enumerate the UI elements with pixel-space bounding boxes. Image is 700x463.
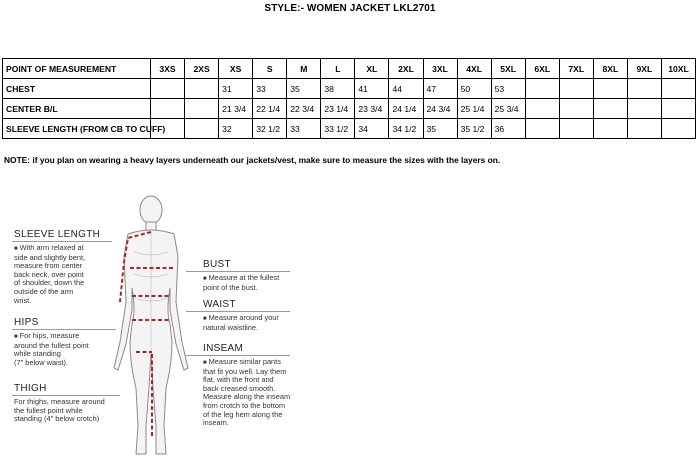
table-cell: 32 1/2 <box>253 119 287 139</box>
table-cell: 33 1/2 <box>321 119 355 139</box>
bust-desc: ■ Measure at the fullest point of the bust. <box>203 274 293 292</box>
table-cell: 41 <box>355 79 389 99</box>
table-cell <box>661 79 695 99</box>
size-col-header: M <box>287 59 321 79</box>
table-cell <box>185 99 219 119</box>
table-cell <box>627 99 661 119</box>
size-col-header: 2XS <box>185 59 219 79</box>
thigh-heading: THIGH <box>14 383 47 394</box>
table-cell: 23 3/4 <box>355 99 389 119</box>
table-row <box>3 119 696 139</box>
size-col-header: 10XL <box>661 59 695 79</box>
table-cell <box>661 119 695 139</box>
table-cell: 47 <box>423 79 457 99</box>
divider <box>12 395 120 396</box>
table-cell: 21 3/4 <box>219 99 253 119</box>
table-cell <box>151 79 185 99</box>
divider <box>12 329 116 330</box>
row-label-sleeve-length: SLEEVE LENGTH (FROM CB TO CUFF) <box>3 119 151 139</box>
table-cell <box>559 119 593 139</box>
divider <box>186 311 290 312</box>
size-col-header: 8XL <box>593 59 627 79</box>
table-cell: 25 3/4 <box>491 99 525 119</box>
hips-heading: HIPS <box>14 317 39 328</box>
table-cell <box>593 99 627 119</box>
size-col-header: 5XL <box>491 59 525 79</box>
size-col-header: XL <box>355 59 389 79</box>
table-cell <box>151 99 185 119</box>
size-col-header: 3XS <box>151 59 185 79</box>
waist-heading: WAIST <box>203 299 236 310</box>
table-cell: 35 <box>287 79 321 99</box>
table-cell <box>185 79 219 99</box>
table-cell: 35 <box>423 119 457 139</box>
table-cell: 24 1/4 <box>389 99 423 119</box>
size-col-header: S <box>253 59 287 79</box>
table-cell <box>525 79 559 99</box>
divider <box>12 241 112 242</box>
table-cell: 38 <box>321 79 355 99</box>
table-cell <box>627 119 661 139</box>
table-cell: 50 <box>457 79 491 99</box>
row-label-chest: CHEST <box>3 79 151 99</box>
size-col-header: 9XL <box>627 59 661 79</box>
table-cell <box>525 119 559 139</box>
bust-heading: BUST <box>203 259 231 270</box>
size-chart-table <box>2 58 696 139</box>
table-cell <box>559 99 593 119</box>
divider <box>186 355 290 356</box>
table-cell: 22 1/4 <box>253 99 287 119</box>
table-cell: 34 <box>355 119 389 139</box>
table-cell: 53 <box>491 79 525 99</box>
layering-note: NOTE: if you plan on wearing a heavy layers underneath our jackets/vest, make sure to measure the sizes with the layers on. <box>4 155 501 165</box>
table-cell <box>593 79 627 99</box>
table-cell <box>525 99 559 119</box>
header-point-of-measurement: POINT OF MEASUREMENT <box>3 59 151 79</box>
row-label-center-bl: CENTER B/L <box>3 99 151 119</box>
table-cell: 34 1/2 <box>389 119 423 139</box>
table-row <box>3 99 696 119</box>
table-cell: 33 <box>253 79 287 99</box>
size-col-header: XS <box>219 59 253 79</box>
inseam-desc: ■ Measure similar pants that fit you well. Lay them flat, with the front and back creased smooth. Measure along the inseam from crotch to the bottom of the leg hem along the inseam. <box>203 358 303 428</box>
size-col-header: 7XL <box>559 59 593 79</box>
size-col-header: 6XL <box>525 59 559 79</box>
thigh-desc: For thighs, measure around the fullest point while standing (4" below crotch) <box>14 397 105 424</box>
table-cell: 22 3/4 <box>287 99 321 119</box>
table-cell <box>627 79 661 99</box>
table-cell: 35 1/2 <box>457 119 491 139</box>
size-col-header: 2XL <box>389 59 423 79</box>
table-cell <box>185 119 219 139</box>
size-col-header: L <box>321 59 355 79</box>
table-cell: 25 1/4 <box>457 99 491 119</box>
table-cell: 31 <box>219 79 253 99</box>
size-header-row <box>3 59 696 79</box>
table-cell: 24 3/4 <box>423 99 457 119</box>
size-col-header: 4XL <box>457 59 491 79</box>
table-cell <box>559 79 593 99</box>
inseam-heading: INSEAM <box>203 343 244 354</box>
table-cell <box>593 119 627 139</box>
sleeve-length-heading: SLEEVE LENGTH <box>14 229 101 240</box>
size-col-header: 3XL <box>423 59 457 79</box>
style-title: STYLE:- WOMEN JACKET LKL2701 <box>264 3 436 14</box>
hips-desc: ■ For hips, measure around the fullest point while standing (7" below waist). <box>14 332 118 367</box>
table-cell: 33 <box>287 119 321 139</box>
table-cell: 23 1/4 <box>321 99 355 119</box>
table-cell: 36 <box>491 119 525 139</box>
table-cell <box>661 99 695 119</box>
divider <box>186 271 290 272</box>
table-cell: 32 <box>219 119 253 139</box>
sleeve-length-desc: ■ With arm relaxed at side and slightly bent, measure from center back neck, over point of shoulder, down the outside of the arm wrist. <box>14 244 114 305</box>
table-cell: 44 <box>389 79 423 99</box>
table-row <box>3 79 696 99</box>
waist-desc: ■ Measure around your natural waistline. <box>203 314 293 332</box>
